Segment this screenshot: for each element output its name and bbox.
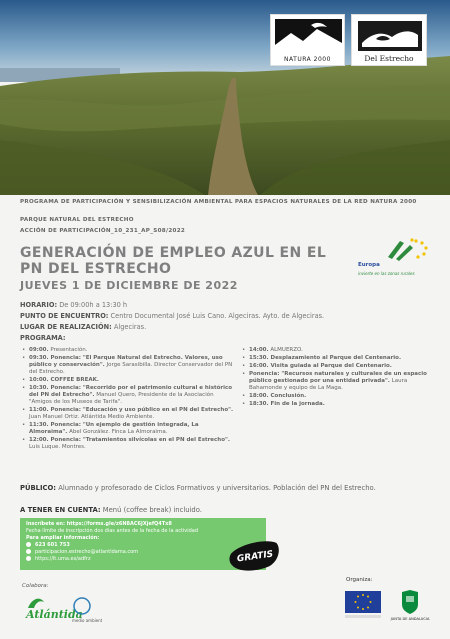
list-item: • 18:30. Fin de la jornada. [242, 401, 442, 408]
web-row [26, 556, 260, 563]
estrecho-logo-caption: Del Estrecho [364, 54, 414, 63]
agenda-morning-list [22, 347, 234, 452]
inscription-deadline: Fecha límite de inscripción dos días antes de la fecha de la actividad [26, 528, 199, 534]
natura-2000-logo [270, 14, 345, 66]
phone-row [26, 542, 260, 549]
program-heading: PROGRAMA DE PARTICIPACIÓN Y SENSIBILIZACIÓN AMBIENTAL PARA ESPACIOS NATURALES DE LA RED NATURA 2000 [20, 199, 417, 205]
more-info-label: Para ampliar información: [26, 535, 100, 541]
lugar-label: LUGAR DE REALIZACIÓN: [20, 323, 112, 331]
parque-heading: PARQUE NATURAL DEL ESTRECHO [20, 217, 134, 223]
list-item: • 11:30. Ponencia: "Un ejemplo de gestión integrada, La Almoraima". Abel González. Finca La Almoraima. [22, 422, 234, 436]
punto-value: Centro Documental José Luis Cano. Algeciras. Ayto. de Algeciras. [110, 312, 325, 320]
list-item: • 10:00. COFFEE BREAK. [22, 377, 234, 384]
event-title: GENERACIÓN DE EMPLEO AZUL EN EL PN DEL ESTRECHO [20, 245, 327, 277]
atlantida-name: Atlántida [26, 608, 83, 621]
email-row [26, 549, 260, 556]
publico-text: Alumnado y profesorado de Ciclos Formativos y universitarios. Población del PN del Estrecho. [58, 484, 376, 492]
gratis-badge [228, 540, 282, 572]
punto-label: PUNTO DE ENCUENTRO: [20, 312, 109, 320]
list-item: • 09:00. Presentación. [22, 347, 234, 354]
eu-flag-logo [345, 591, 381, 619]
list-item: • 11:00. Ponencia: "Educación y uso público en el PN del Estrecho". Juan Manuel Ortiz. Atlántida Medio Ambiente. [22, 407, 234, 421]
publico-label: PÚBLICO: [20, 484, 57, 492]
colabora-label: Colabora: [22, 583, 49, 589]
eu-slogan: invierte en las zonas rurales [358, 271, 415, 276]
atlantida-logo [22, 590, 102, 624]
publico-line [20, 483, 430, 493]
gratis-text: GRATIS [236, 549, 274, 565]
list-item: • Ponencia: "Recursos naturales y culturales de un espacio público gestionado por una entidad privada". Laura Bahamonde y equipo de La Maga. [242, 371, 442, 392]
list-item: • 18:00. Conclusión. [242, 393, 442, 400]
list-item: • 10:30. Ponencia: "Recorrido por el patrimonio cultural e histórico del PN del Estrecho". Manuel Quero, Presidente de la Asociación "Amigos de los Museos de Tarifa". [22, 385, 234, 406]
lugar-value: Algeciras. [113, 323, 147, 331]
email-link[interactable]: participacion.estrecho@atlantidama.com [35, 549, 139, 555]
web-icon [26, 556, 31, 561]
eu-label: Europa [358, 262, 380, 268]
programa-heading: PROGRAMA: [20, 334, 66, 342]
horario-value: De 09:00h a 13:30 h [59, 301, 128, 309]
list-item: • 16:00. Visita guiada al Parque del Centenario. [242, 363, 442, 370]
lugar-line [20, 323, 146, 331]
junta-name: JUNTA DE ANDALUCIA [390, 617, 430, 621]
inscription-link[interactable]: Inscríbete en: https://forms.gle/z6N8AC6JXjefQ4Tx8 [26, 521, 172, 527]
list-item: • 09:30. Ponencia: "El Parque Natural del Estrecho. Valores, uso público y conservación". Jorge Sarasibilla. Director Conservador del PN del Estrecho. [22, 355, 234, 376]
organiza-label: Organiza: [346, 577, 373, 583]
list-item: • 15:30. Desplazamiento al Parque del Centenario. [242, 355, 442, 362]
email-icon [26, 549, 31, 554]
event-date: JUEVES 1 DE DICIEMBRE DE 2022 [20, 279, 238, 292]
punto-encuentro-line [20, 312, 324, 320]
web-link[interactable]: https://lt.uma.es/adfrz [35, 556, 91, 562]
tener-label: A TENER EN CUENTA: [20, 506, 101, 514]
phone-number[interactable]: 623 601 753 [35, 542, 70, 548]
tener-en-cuenta-line [20, 506, 202, 514]
junta-andalucia-logo [388, 588, 432, 622]
accion-code: ACCIÓN DE PARTICIPACIÓN_10_231_AP_S08/2022 [20, 228, 186, 234]
list-item: • 12:00. Ponencia: "Tratamientos silvícolas en el PN del Estrecho". Luis Luque. Montres. [22, 437, 234, 451]
phone-icon [26, 542, 31, 547]
horario-label: HORARIO: [20, 301, 58, 309]
horario-line [20, 301, 127, 309]
del-estrecho-logo [351, 14, 427, 66]
natura-logo-caption: NATURA 2000 [284, 56, 331, 63]
agenda-afternoon-list [242, 347, 442, 409]
atlantida-sub: medio ambiente [72, 618, 102, 623]
list-item: • 14:00. ALMUERZO. [242, 347, 442, 354]
tener-text: Menú (coffee break) incluido. [102, 506, 202, 514]
